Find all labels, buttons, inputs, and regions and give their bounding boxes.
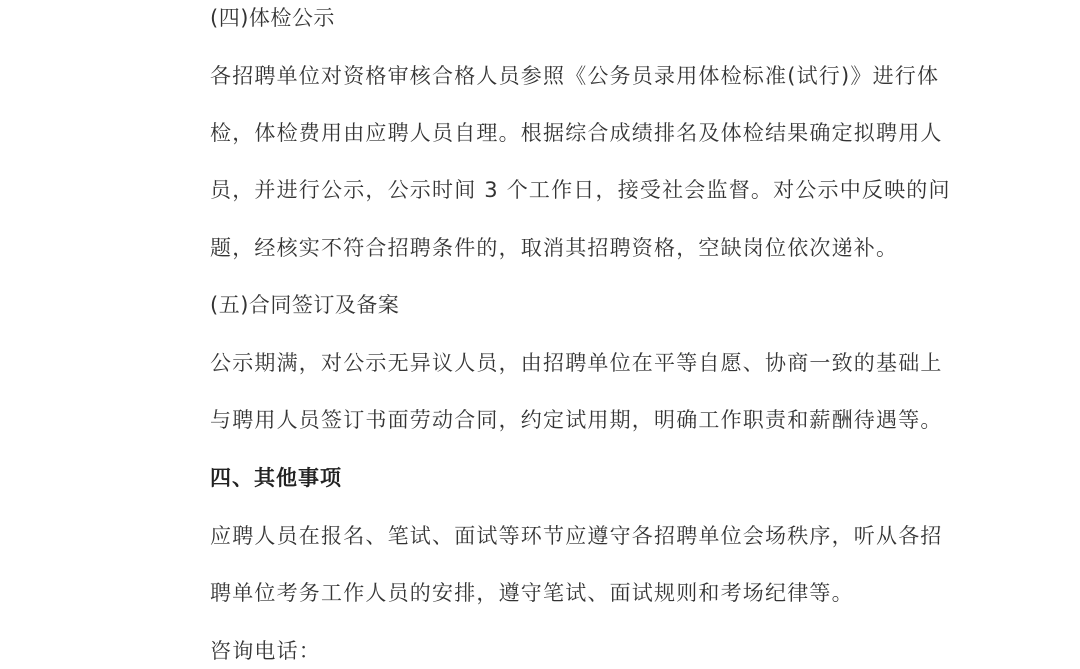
paragraph-line: 题，经核实不符合招聘条件的，取消其招聘资格，空缺岗位依次递补。 <box>210 236 899 260</box>
paragraph-line: 聘单位考务工作人员的安排，遵守笔试、面试规则和考场纪律等。 <box>210 581 854 605</box>
paragraph-line: 员，并进行公示，公示时间 3 个工作日，接受社会监督。对公示中反映的问 <box>210 178 951 202</box>
paragraph-line: 与聘用人员签订书面劳动合同，约定试用期，明确工作职责和薪酬待遇等。 <box>210 408 943 432</box>
section-heading-contract: (五)合同签订及备案 <box>210 293 400 317</box>
paragraph-line: 应聘人员在报名、笔试、面试等环节应遵守各招聘单位会场秩序，听从各招 <box>210 524 943 548</box>
paragraph-line: 检，体检费用由应聘人员自理。根据综合成绩排名及体检结果确定拟聘用人 <box>210 121 943 145</box>
section-heading-physical-exam: (四)体检公示 <box>210 6 335 30</box>
paragraph-line: 公示期满，对公示无异议人员，由招聘单位在平等自愿、协商一致的基础上 <box>210 351 943 375</box>
contact-phone-label: 咨询电话： <box>210 639 321 663</box>
section-heading-other-matters: 四、其他事项 <box>210 466 342 490</box>
paragraph-line: 各招聘单位对资格审核合格人员参照《公务员录用体检标准(试行)》进行体 <box>210 64 940 88</box>
